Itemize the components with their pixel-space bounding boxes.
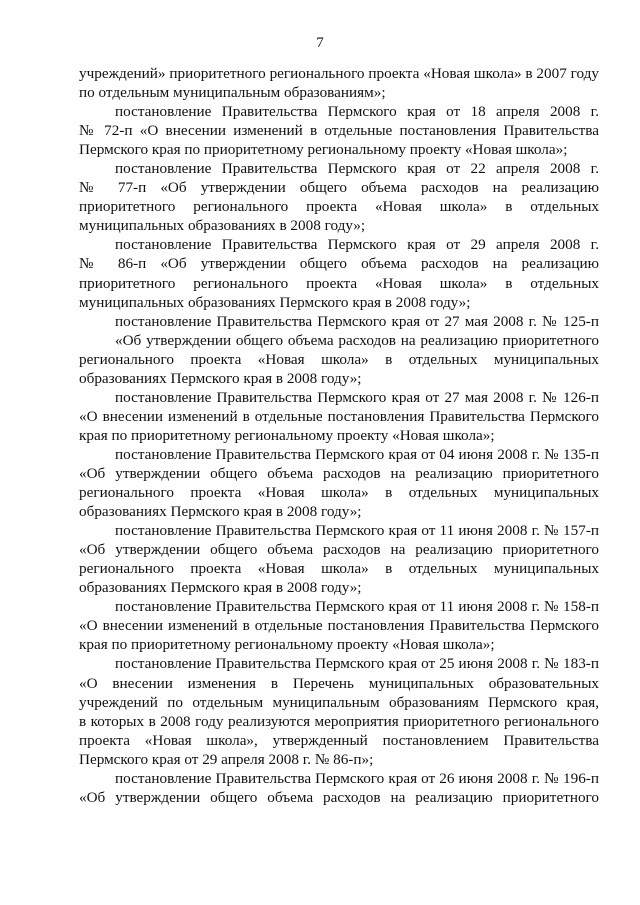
- text-line: проекта «Новая школа», утвержденный постановлением Правительства: [79, 731, 599, 749]
- text-line: № 77-п «Об утверждении общего объема расходов на реализацию: [79, 179, 599, 197]
- text-line: «Об утверждении общего объема расходов на реализацию приоритетного: [79, 788, 599, 806]
- text-line: постановление Правительства Пермского края от 29 апреля 2008 г.: [115, 236, 599, 254]
- text-line: в которых в 2008 году реализуются мероприятия приоритетного регионального: [79, 712, 599, 730]
- text-line: муниципальных образованиях Пермского края в 2008 году»;: [79, 293, 471, 311]
- text-line: регионального проекта «Новая школа» в отдельных муниципальных: [79, 350, 599, 368]
- document-body: [79, 64, 599, 807]
- page-number: 7: [316, 35, 324, 51]
- text-line: постановление Правительства Пермского края от 11 июня 2008 г. № 157-п: [115, 522, 599, 540]
- text-line: постановление Правительства Пермского края от 22 апреля 2008 г.: [115, 160, 599, 178]
- text-line: постановление Правительства Пермского края от 27 мая 2008 г. № 125-п: [115, 312, 599, 330]
- text-line: «Об утверждении общего объема расходов на реализацию приоритетного: [79, 541, 599, 559]
- text-line: постановление Правительства Пермского края от 27 мая 2008 г. № 126-п: [115, 388, 599, 406]
- text-line: «Об утверждении общего объема расходов на реализацию приоритетного: [115, 331, 599, 349]
- text-line: по отдельным муниципальным образованиям»;: [79, 84, 386, 102]
- text-line: «Об утверждении общего объема расходов на реализацию приоритетного: [79, 464, 599, 482]
- text-line: приоритетного регионального проекта «Новая школа» в отдельных: [79, 274, 599, 292]
- text-line: постановление Правительства Пермского края от 25 июня 2008 г. № 183-п: [115, 655, 599, 673]
- text-line: регионального проекта «Новая школа» в отдельных муниципальных: [79, 560, 599, 578]
- text-line: постановление Правительства Пермского края от 18 апреля 2008 г.: [115, 103, 599, 121]
- text-line: муниципальных образованиях в 2008 году»;: [79, 217, 366, 235]
- text-line: регионального проекта «Новая школа» в отдельных муниципальных: [79, 484, 599, 502]
- text-line: «О внесении изменений в отдельные постановления Правительства Пермского: [79, 617, 599, 635]
- text-line: «О внесении изменений в отдельные постановления Правительства Пермского: [79, 407, 599, 425]
- text-line: № 72-п «О внесении изменений в отдельные постановления Правительства: [79, 122, 599, 140]
- text-line: образованиях Пермского края в 2008 году»;: [79, 369, 362, 387]
- text-line: края по приоритетному региональному проекту «Новая школа»;: [79, 426, 495, 444]
- text-line: Пермского края по приоритетному региональному проекту «Новая школа»;: [79, 141, 568, 159]
- text-line: Пермского края от 29 апреля 2008 г. № 86-п»;: [79, 750, 374, 768]
- text-line: учреждений» приоритетного регионального проекта «Новая школа» в 2007 году: [79, 65, 599, 82]
- text-line: образованиях Пермского края в 2008 году»;: [79, 579, 362, 597]
- text-line: № 86-п «Об утверждении общего объема расходов на реализацию: [79, 255, 599, 273]
- text-line: учреждений по отдельным муниципальным образованиям Пермского края,: [79, 693, 599, 711]
- text-line: образованиях Пермского края в 2008 году»;: [79, 503, 362, 521]
- text-line: «О внесении изменения в Перечень муниципальных образовательных: [79, 674, 599, 692]
- text-line: постановление Правительства Пермского края от 11 июня 2008 г. № 158-п: [115, 598, 599, 616]
- text-line: постановление Правительства Пермского края от 26 июня 2008 г. № 196-п: [115, 769, 599, 787]
- text-line: приоритетного регионального проекта «Новая школа» в отдельных: [79, 198, 599, 216]
- text-line: края по приоритетному региональному проекту «Новая школа»;: [79, 636, 495, 654]
- text-line: постановление Правительства Пермского края от 04 июня 2008 г. № 135-п: [115, 445, 599, 463]
